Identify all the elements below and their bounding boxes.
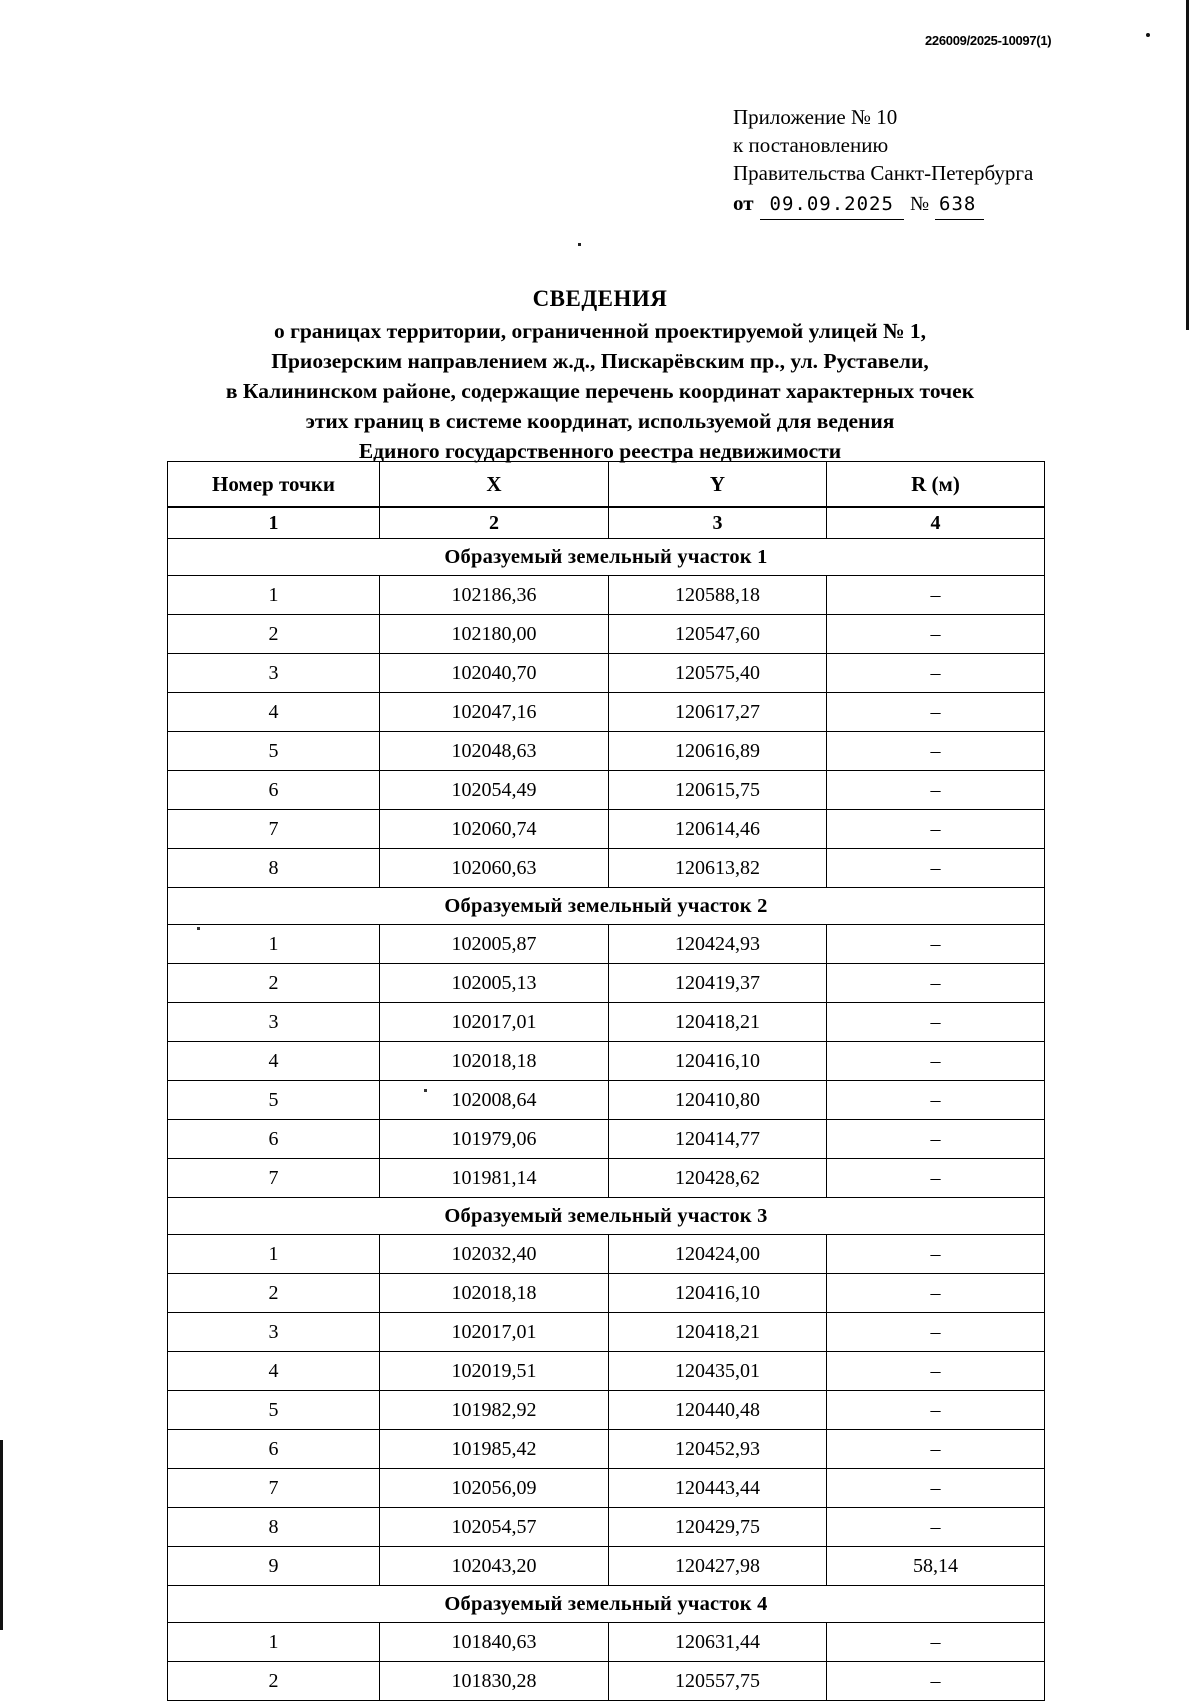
table-row [168, 615, 1045, 654]
cell-coordinate-x: 102054,57 [380, 1508, 609, 1547]
cell-coordinate-x: 102017,01 [380, 1003, 609, 1042]
cell-point-number: 1 [168, 925, 380, 964]
cell-radius [827, 1508, 1045, 1547]
table-row [168, 1508, 1045, 1547]
cell-coordinate-y: 120631,44 [609, 1623, 827, 1662]
cell-point-number: 7 [168, 1469, 380, 1508]
scan-edge-artifact-left [0, 1440, 3, 1630]
table-row [168, 1042, 1045, 1081]
cell-point-number: 2 [168, 1274, 380, 1313]
cell-coordinate-x: 102056,09 [380, 1469, 609, 1508]
cell-coordinate-x: 102019,51 [380, 1352, 609, 1391]
cell-coordinate-y: 120416,10 [609, 1274, 827, 1313]
section-header-row [168, 1586, 1045, 1623]
dash-icon: – [930, 661, 941, 684]
cell-point-number: 5 [168, 1081, 380, 1120]
dash-icon: – [930, 1242, 941, 1265]
table-row [168, 771, 1045, 810]
cell-radius [827, 1081, 1045, 1120]
cell-radius [827, 1469, 1045, 1508]
cell-coordinate-y: 120443,44 [609, 1469, 827, 1508]
cell-point-number: 1 [168, 1623, 380, 1662]
cell-point-number: 7 [168, 810, 380, 849]
title-subtitle-line-1: о границах территории, ограниченной проектируемой улицей № 1, [273, 319, 927, 343]
cell-radius [827, 1042, 1045, 1081]
table-row [168, 1274, 1045, 1313]
table-row [168, 1313, 1045, 1352]
cell-radius [827, 1430, 1045, 1469]
cell-point-number: 1 [168, 1235, 380, 1274]
appendix-number-line: Приложение № 10 [733, 105, 898, 129]
cell-coordinate-y: 120452,93 [609, 1430, 827, 1469]
dash-icon: – [930, 583, 941, 606]
table-row [168, 925, 1045, 964]
appendix-reference-block [733, 103, 1033, 220]
cell-point-number: 2 [168, 1662, 380, 1701]
dash-icon: – [930, 622, 941, 645]
table-row [168, 732, 1045, 771]
dash-icon: – [930, 1088, 941, 1111]
cell-radius [827, 576, 1045, 615]
cell-radius [827, 1352, 1045, 1391]
cell-coordinate-x: 102032,40 [380, 1235, 609, 1274]
cell-point-number: 1 [168, 576, 380, 615]
cell-coordinate-y: 120424,00 [609, 1235, 827, 1274]
cell-coordinate-y: 120424,93 [609, 925, 827, 964]
cell-coordinate-x: 102060,74 [380, 810, 609, 849]
dash-icon: – [930, 1281, 941, 1304]
table-row [168, 654, 1045, 693]
dash-icon: – [930, 932, 941, 955]
column-index-3: 3 [609, 507, 827, 539]
dash-icon: – [930, 700, 941, 723]
section-title: Образуемый земельный участок 2 [168, 888, 1045, 925]
column-index-1: 1 [168, 507, 380, 539]
cell-coordinate-y: 120418,21 [609, 1003, 827, 1042]
cell-point-number: 3 [168, 654, 380, 693]
table-header-row [168, 462, 1045, 508]
table-column-number-row [168, 507, 1045, 539]
cell-coordinate-x: 102047,16 [380, 693, 609, 732]
cell-radius [827, 849, 1045, 888]
cell-radius [827, 1391, 1045, 1430]
appendix-authority-line: Правительства Санкт-Петербурга [733, 161, 1034, 185]
table-row [168, 1120, 1045, 1159]
cell-coordinate-x: 101982,92 [380, 1391, 609, 1430]
coordinates-table-wrapper [167, 461, 1044, 1701]
dash-icon: – [930, 1010, 941, 1033]
dash-icon: – [930, 1437, 941, 1460]
cell-radius: 58,14 [827, 1547, 1045, 1586]
table-row [168, 1469, 1045, 1508]
column-index-2: 2 [380, 507, 609, 539]
dash-icon: – [930, 971, 941, 994]
cell-radius [827, 810, 1045, 849]
table-row [168, 1003, 1045, 1042]
cell-coordinate-x: 102018,18 [380, 1042, 609, 1081]
cell-radius [827, 615, 1045, 654]
cell-point-number: 9 [168, 1547, 380, 1586]
scan-edge-artifact-right [1186, 0, 1189, 330]
cell-point-number: 2 [168, 964, 380, 1003]
cell-radius [827, 693, 1045, 732]
cell-coordinate-x: 102005,13 [380, 964, 609, 1003]
cell-coordinate-y: 120588,18 [609, 576, 827, 615]
cell-radius [827, 1623, 1045, 1662]
cell-radius [827, 771, 1045, 810]
table-body [168, 539, 1045, 1701]
cell-coordinate-y: 120410,80 [609, 1081, 827, 1120]
cell-coordinate-y: 120440,48 [609, 1391, 827, 1430]
cell-coordinate-x: 101830,28 [380, 1662, 609, 1701]
cell-coordinate-y: 120419,37 [609, 964, 827, 1003]
number-label: № [909, 193, 930, 215]
cell-coordinate-y: 120418,21 [609, 1313, 827, 1352]
section-title: Образуемый земельный участок 4 [168, 1586, 1045, 1623]
table-row [168, 576, 1045, 615]
cell-coordinate-y: 120614,46 [609, 810, 827, 849]
cell-point-number: 4 [168, 1352, 380, 1391]
cell-coordinate-y: 120615,75 [609, 771, 827, 810]
page-title: СВЕДЕНИЯ [532, 286, 668, 311]
cell-point-number: 5 [168, 1391, 380, 1430]
cell-coordinate-x: 102180,00 [380, 615, 609, 654]
column-header-point-number: Номер точки [168, 462, 380, 508]
cell-point-number: 3 [168, 1003, 380, 1042]
cell-coordinate-y: 120613,82 [609, 849, 827, 888]
coordinates-table [167, 461, 1045, 1701]
cell-coordinate-y: 120416,10 [609, 1042, 827, 1081]
cell-coordinate-y: 120428,62 [609, 1159, 827, 1198]
column-header-y: Y [609, 462, 827, 508]
title-subtitle-line-3: в Калининском районе, содержащие перечень координат характерных точек [225, 379, 975, 403]
cell-coordinate-x: 102040,70 [380, 654, 609, 693]
table-row [168, 849, 1045, 888]
cell-point-number: 6 [168, 771, 380, 810]
document-title-block [0, 286, 1200, 466]
cell-coordinate-y: 120575,40 [609, 654, 827, 693]
dash-icon: – [930, 1630, 941, 1653]
dash-icon: – [930, 856, 941, 879]
cell-coordinate-x: 102048,63 [380, 732, 609, 771]
table-row [168, 1623, 1045, 1662]
section-title: Образуемый земельный участок 3 [168, 1198, 1045, 1235]
cell-coordinate-x: 102043,20 [380, 1547, 609, 1586]
cell-coordinate-x: 101985,42 [380, 1430, 609, 1469]
cell-coordinate-y: 120557,75 [609, 1662, 827, 1701]
cell-point-number: 2 [168, 615, 380, 654]
dash-icon: – [930, 1359, 941, 1382]
cell-coordinate-x: 102186,36 [380, 576, 609, 615]
dash-icon: – [930, 1669, 941, 1692]
column-header-r: R (м) [827, 462, 1045, 508]
table-row [168, 1662, 1045, 1701]
cell-coordinate-x: 101979,06 [380, 1120, 609, 1159]
dash-icon: – [930, 1320, 941, 1343]
cell-radius [827, 1662, 1045, 1701]
section-header-row [168, 1198, 1045, 1235]
section-title: Образуемый земельный участок 1 [168, 539, 1045, 576]
cell-coordinate-x: 102005,87 [380, 925, 609, 964]
cell-coordinate-y: 120429,75 [609, 1508, 827, 1547]
cell-coordinate-y: 120414,77 [609, 1120, 827, 1159]
cell-coordinate-y: 120616,89 [609, 732, 827, 771]
cell-coordinate-y: 120435,01 [609, 1352, 827, 1391]
cell-coordinate-x: 102060,63 [380, 849, 609, 888]
date-label: от [733, 191, 754, 215]
cell-point-number: 6 [168, 1120, 380, 1159]
cell-coordinate-x: 102008,64 [380, 1081, 609, 1120]
table-row [168, 1352, 1045, 1391]
decree-number-value: 638 [935, 190, 984, 220]
table-row [168, 1235, 1045, 1274]
section-header-row [168, 539, 1045, 576]
title-subtitle-line-2: Приозерским направлением ж.д., Пискарёвским пр., ул. Руставели, [271, 349, 929, 373]
table-row [168, 1391, 1045, 1430]
table-row [168, 693, 1045, 732]
title-subtitle-line-4: этих границ в системе координат, используемой для ведения [305, 409, 895, 433]
table-row [168, 1081, 1045, 1120]
cell-coordinate-x: 102054,49 [380, 771, 609, 810]
appendix-decree-line: к постановлению [733, 133, 889, 157]
cell-coordinate-y: 120617,27 [609, 693, 827, 732]
cell-radius [827, 1120, 1045, 1159]
table-row [168, 810, 1045, 849]
cell-coordinate-x: 101981,14 [380, 1159, 609, 1198]
table-row [168, 1547, 1045, 1586]
cell-radius [827, 964, 1045, 1003]
cell-radius [827, 1313, 1045, 1352]
cell-point-number: 4 [168, 693, 380, 732]
dash-icon: – [930, 739, 941, 762]
document-code: 226009/2025-10097(1) [925, 33, 1052, 48]
column-header-x: X [380, 462, 609, 508]
cell-point-number: 6 [168, 1430, 380, 1469]
cell-point-number: 8 [168, 1508, 380, 1547]
title-subtitle-line-5: Единого государственного реестра недвижимости [358, 439, 842, 463]
cell-point-number: 7 [168, 1159, 380, 1198]
cell-point-number: 4 [168, 1042, 380, 1081]
cell-coordinate-x: 101840,63 [380, 1623, 609, 1662]
cell-radius [827, 1235, 1045, 1274]
dash-icon: – [930, 1049, 941, 1072]
scan-speck-icon [1146, 33, 1150, 37]
cell-coordinate-y: 120547,60 [609, 615, 827, 654]
dash-icon: – [930, 1166, 941, 1189]
table-row [168, 1430, 1045, 1469]
table-row [168, 1159, 1045, 1198]
dash-icon: – [930, 778, 941, 801]
dash-icon: – [930, 1515, 941, 1538]
cell-radius [827, 925, 1045, 964]
decree-date-value: 09.09.2025 [760, 190, 904, 220]
cell-point-number: 5 [168, 732, 380, 771]
column-index-4: 4 [827, 507, 1045, 539]
cell-radius [827, 732, 1045, 771]
appendix-date-line [733, 189, 1033, 220]
cell-point-number: 3 [168, 1313, 380, 1352]
cell-point-number: 8 [168, 849, 380, 888]
cell-coordinate-y: 120427,98 [609, 1547, 827, 1586]
cell-coordinate-x: 102017,01 [380, 1313, 609, 1352]
cell-radius [827, 1274, 1045, 1313]
dash-icon: – [930, 817, 941, 840]
table-row [168, 964, 1045, 1003]
section-header-row [168, 888, 1045, 925]
dash-icon: – [930, 1476, 941, 1499]
dash-icon: – [930, 1398, 941, 1421]
dash-icon: – [930, 1127, 941, 1150]
table-header [168, 462, 1045, 539]
scan-speck-icon [578, 243, 581, 246]
cell-coordinate-x: 102018,18 [380, 1274, 609, 1313]
cell-radius [827, 654, 1045, 693]
cell-radius [827, 1003, 1045, 1042]
cell-radius [827, 1159, 1045, 1198]
